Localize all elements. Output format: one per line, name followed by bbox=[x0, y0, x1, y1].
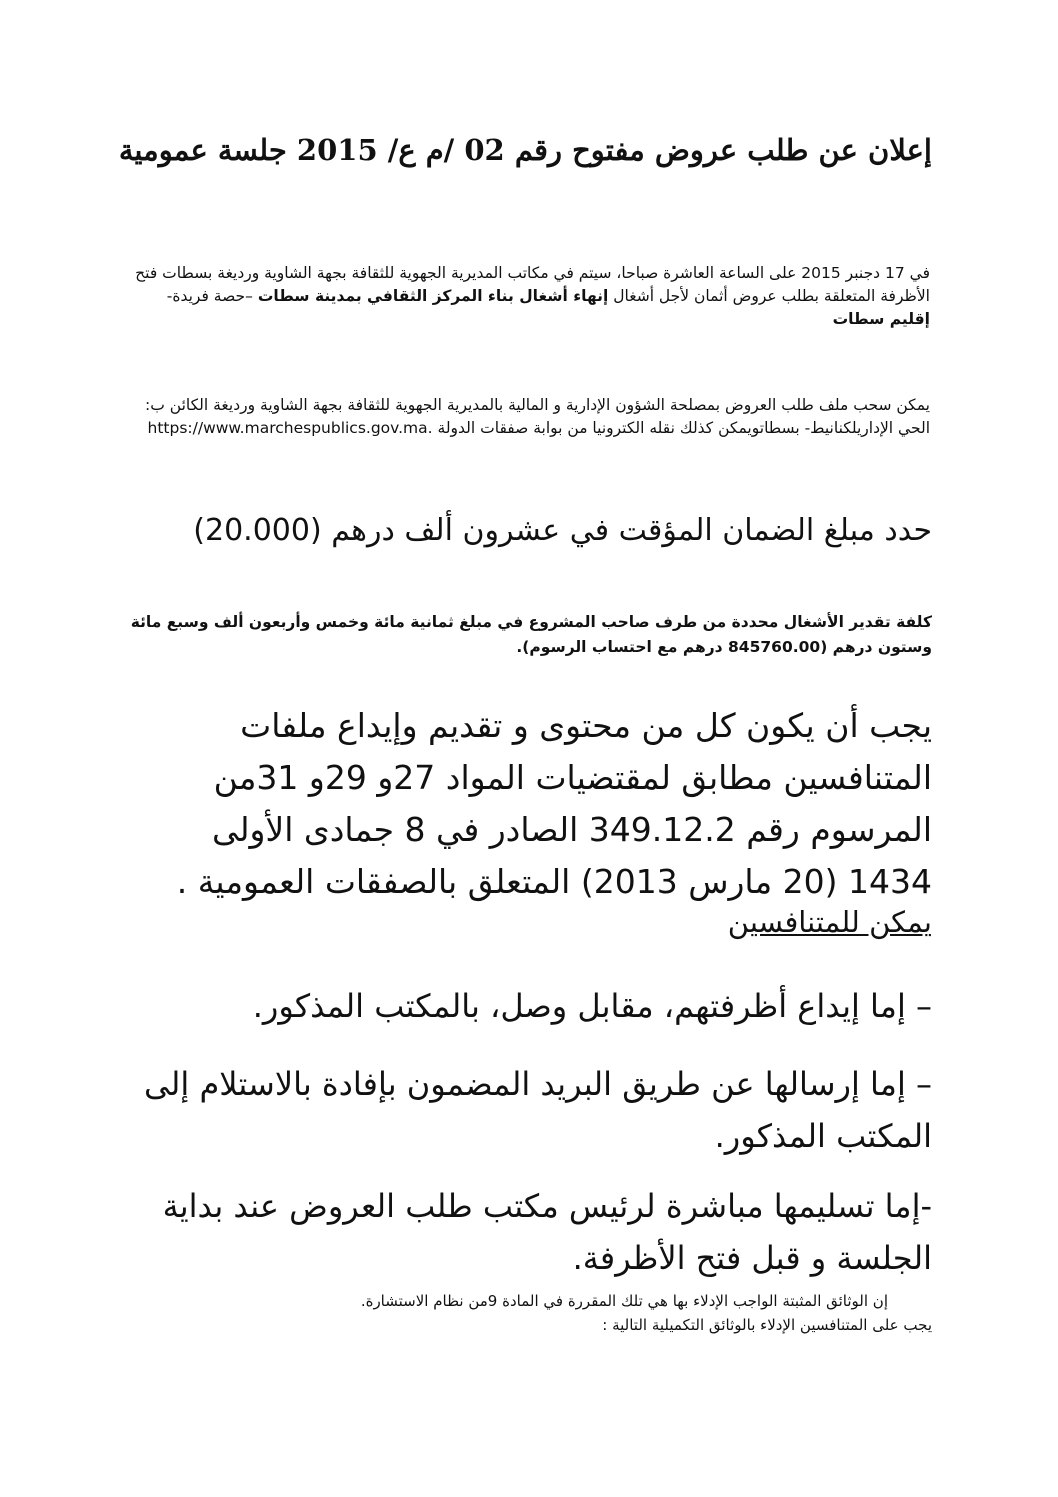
opening-paragraph bbox=[130, 262, 930, 331]
marches-publics-link[interactable]: https://www.marchespublics.gov.ma. bbox=[147, 419, 433, 437]
opening-text: في 17 دجنبر 2015 على الساعة العاشرة صباحا، سيتم في مكاتب المديرية الجهوية للثقافة بجهة الشاوية ورديغة بسطات فتح الأظرفة المتعلقة بطلب عروض أثمان لأجل أشغال bbox=[135, 264, 930, 305]
project-name: إنهاء أشغال بناء المركز الثقافي بمدينة سطات bbox=[257, 287, 609, 305]
option-deposit: – إما إيداع أظرفتهم، مقابل وصل، بالمكتب المذكور. bbox=[252, 987, 932, 1025]
announcement-title: إعلان عن طلب عروض مفتوح رقم 02 /م ع/ 2015 جلسة عمومية bbox=[118, 133, 932, 167]
supporting-documents-note: إن الوثائق المثبتة الواجب الإدلاء بها هي تلك المقررة في المادة 9من نظام الاستشارة. bbox=[360, 1292, 888, 1310]
withdrawal-text: يمكن سحب ملف طلب العروض بمصلحة الشؤون الإدارية و المالية بالمديرية الجهوية للثقافة بجهة الشاوية ورديغة الكائن ب: الحي الإداريلكنانيط- بسطاتويمكن كذلك نقله الكترونيا من بوابة صفقات الدولة bbox=[145, 396, 930, 437]
option-hand-delivery: -إما تسليمها مباشرة لرئيس مكتب طلب العروض عند بداية الجلسة و قبل فتح الأظرفة. bbox=[162, 1187, 932, 1277]
competitors-heading: يمكن للمتنافسين bbox=[727, 905, 932, 939]
option-mail: – إما إرسالها عن طريق البريد المضمون بإفادة بالاستلام إلى المكتب المذكور. bbox=[143, 1065, 932, 1155]
guarantee-paragraph: حدد مبلغ الضمان المؤقت في عشرون ألف درهم (20.000) bbox=[193, 513, 932, 548]
file-withdrawal-paragraph bbox=[130, 394, 930, 440]
additional-documents-note: يجب على المتنافسين الإدلاء بالوثائق التكميلية التالية : bbox=[602, 1316, 932, 1334]
cost-text: كلفة تقدير الأشغال محددة من طرف صاحب المشروع في مبلغ ثمانية مائة وخمس وأربعون ألف وسبع مائة وستون درهم ( bbox=[130, 613, 932, 656]
province-name: إقليم سطات bbox=[832, 310, 930, 328]
cost-estimate-paragraph bbox=[122, 610, 932, 660]
compliance-paragraph: يجب أن يكون كل من محتوى و تقديم وإيداع ملفات المتنافسين مطابق لمقتضيات المواد 27و 29و 31من المرسوم رقم 349.12.2 الصادر في 8 جمادى الأولى 1434 (20 مارس 2013) المتعلق بالصفقات العمومية . bbox=[176, 706, 932, 901]
cost-amount: 845760.00 bbox=[728, 638, 821, 656]
lot-text: –حصة فريدة- bbox=[166, 287, 258, 305]
cost-tail: درهم مع احتساب الرسوم). bbox=[516, 638, 729, 656]
